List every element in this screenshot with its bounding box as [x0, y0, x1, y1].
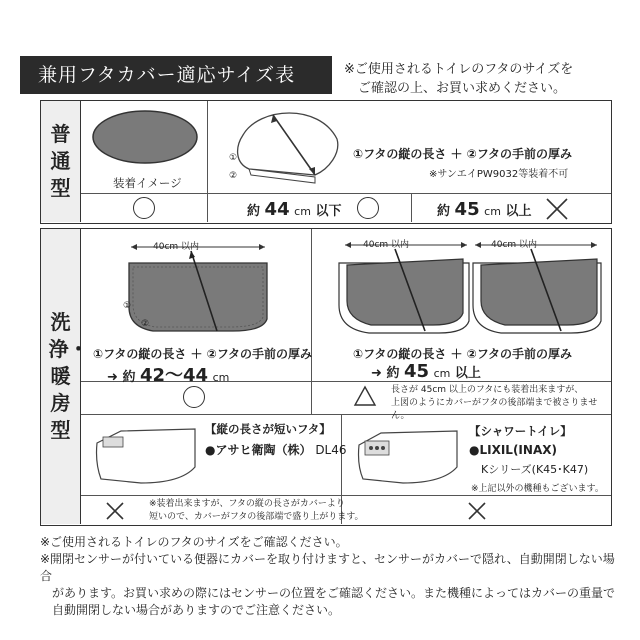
range-value: 44	[264, 199, 290, 220]
header-note-line2: ご確認の上、お買い求めください。	[358, 81, 567, 96]
standard-lid-image	[89, 107, 203, 169]
short-note-line2: 短いので、カバーがフタの後部端で盛り上がります。	[149, 512, 364, 522]
washlet-measure-label-left: ①フタの縦の長さ ＋ ②フタの手前の厚み	[93, 347, 312, 361]
washlet-width-label-right2: 40cm 以内	[491, 240, 538, 250]
standard-range1	[247, 199, 341, 220]
arrow-right-icon: ➜	[107, 370, 118, 385]
range-prefix: 約	[386, 366, 400, 381]
standard-exception-note: ※サンエイPW9032等装着不可	[429, 169, 569, 180]
short-lid-image	[91, 423, 203, 489]
range-unit: cm	[294, 205, 311, 218]
range-unit: cm	[433, 367, 451, 380]
divider	[81, 495, 611, 496]
standard-num1: ①	[229, 153, 238, 163]
standard-range2	[437, 199, 531, 220]
footer-line3: があります。お買い求めの際にはセンサーの位置をご確認ください。また機種によってはカバーの重量で	[52, 586, 616, 600]
ok-circle-icon	[183, 386, 205, 408]
short-maker: ●アサヒ衛陶（株）	[205, 443, 312, 457]
washlet-width-label-left: 40cm 以内	[153, 242, 200, 252]
range-value: 42〜44	[139, 365, 209, 386]
divider	[207, 101, 208, 222]
range-suffix: 以上	[454, 366, 481, 381]
arrow-right-icon: ➜	[371, 366, 382, 381]
standard-header	[41, 101, 81, 222]
short-note	[149, 498, 363, 524]
standard-label: 普通型	[50, 122, 71, 200]
range-prefix: 約	[247, 204, 261, 219]
washlet-label: 洗浄・暖房型	[48, 310, 89, 442]
page-title: 兼用フタカバー適応サイズ表	[20, 56, 332, 94]
header-note-line1: ※ご使用されるトイレのフタのサイズを	[344, 62, 574, 77]
standard-measure-diagram	[229, 105, 349, 189]
triangle-note-line2: 上図のようにカバーがフタの後部端まで被さりません。	[391, 398, 598, 421]
ng-cross-icon	[467, 501, 487, 521]
range-prefix: 約	[122, 370, 136, 385]
standard-measure-label: ①フタの縦の長さ ＋ ②フタの手前の厚み	[353, 147, 572, 161]
standard-table	[40, 100, 612, 224]
ng-cross-icon	[105, 501, 125, 521]
shower-toilet-image	[353, 423, 463, 489]
divider	[81, 193, 611, 194]
ok-circle-icon	[133, 197, 155, 219]
footer-line2: ※開閉センサーが付いている便器にカバーを取り付けますと、センサーがカバーで隠れ、自動開閉しない場合	[40, 552, 615, 583]
washlet-num2: ②	[141, 319, 150, 329]
header-note	[344, 60, 634, 98]
ng-cross-icon	[545, 197, 569, 221]
standard-image-caption: 装着イメージ	[113, 176, 182, 190]
washlet-width-label-right1: 40cm 以内	[363, 240, 410, 250]
washlet-measure-label-right: ①フタの縦の長さ ＋ ②フタの手前の厚み	[353, 347, 572, 361]
divider	[411, 193, 412, 222]
washlet-num1: ①	[123, 301, 132, 311]
footer-line4: 自動開閉しない場合がありますのでご注意ください。	[52, 603, 341, 617]
shower-title: 【シャワートイレ】	[469, 424, 572, 438]
ok-circle-icon	[357, 197, 379, 219]
shower-maker: ●LIXIL(INAX)	[469, 443, 557, 457]
washlet-header	[41, 229, 89, 524]
range-value: 45	[454, 199, 480, 220]
washlet-table	[40, 228, 612, 526]
range-suffix: 以上	[505, 204, 532, 219]
short-note-line1: ※装着出来ますが、フタの縦の長さがカバーより	[149, 499, 345, 509]
range-suffix: 以下	[315, 204, 342, 219]
partial-triangle-icon	[353, 385, 377, 407]
short-model: DL46	[315, 443, 347, 457]
triangle-note-line1: 長さが 45cm 以上のフタにも装着出来ますが、	[391, 385, 584, 395]
range-value: 45	[403, 361, 430, 382]
shower-note: ※上記以外の機種もございます。	[471, 484, 604, 494]
footer-notes	[40, 534, 620, 619]
washlet-diagram-right	[335, 235, 605, 339]
standard-num2: ②	[229, 171, 238, 181]
footer-line1: ※ご使用されるトイレのフタのサイズをご確認ください。	[40, 535, 348, 549]
range-unit: cm	[212, 371, 230, 384]
divider	[311, 229, 312, 414]
range-unit: cm	[484, 205, 501, 218]
shower-model: Kシリーズ(K45･K47)	[481, 463, 589, 476]
range-prefix: 約	[437, 204, 451, 219]
washlet-range-right	[371, 361, 481, 382]
short-maker-line	[205, 441, 347, 458]
washlet-range-left	[107, 361, 229, 387]
short-title: 【縦の長さが短いフタ】	[205, 422, 331, 436]
triangle-note	[391, 384, 611, 423]
